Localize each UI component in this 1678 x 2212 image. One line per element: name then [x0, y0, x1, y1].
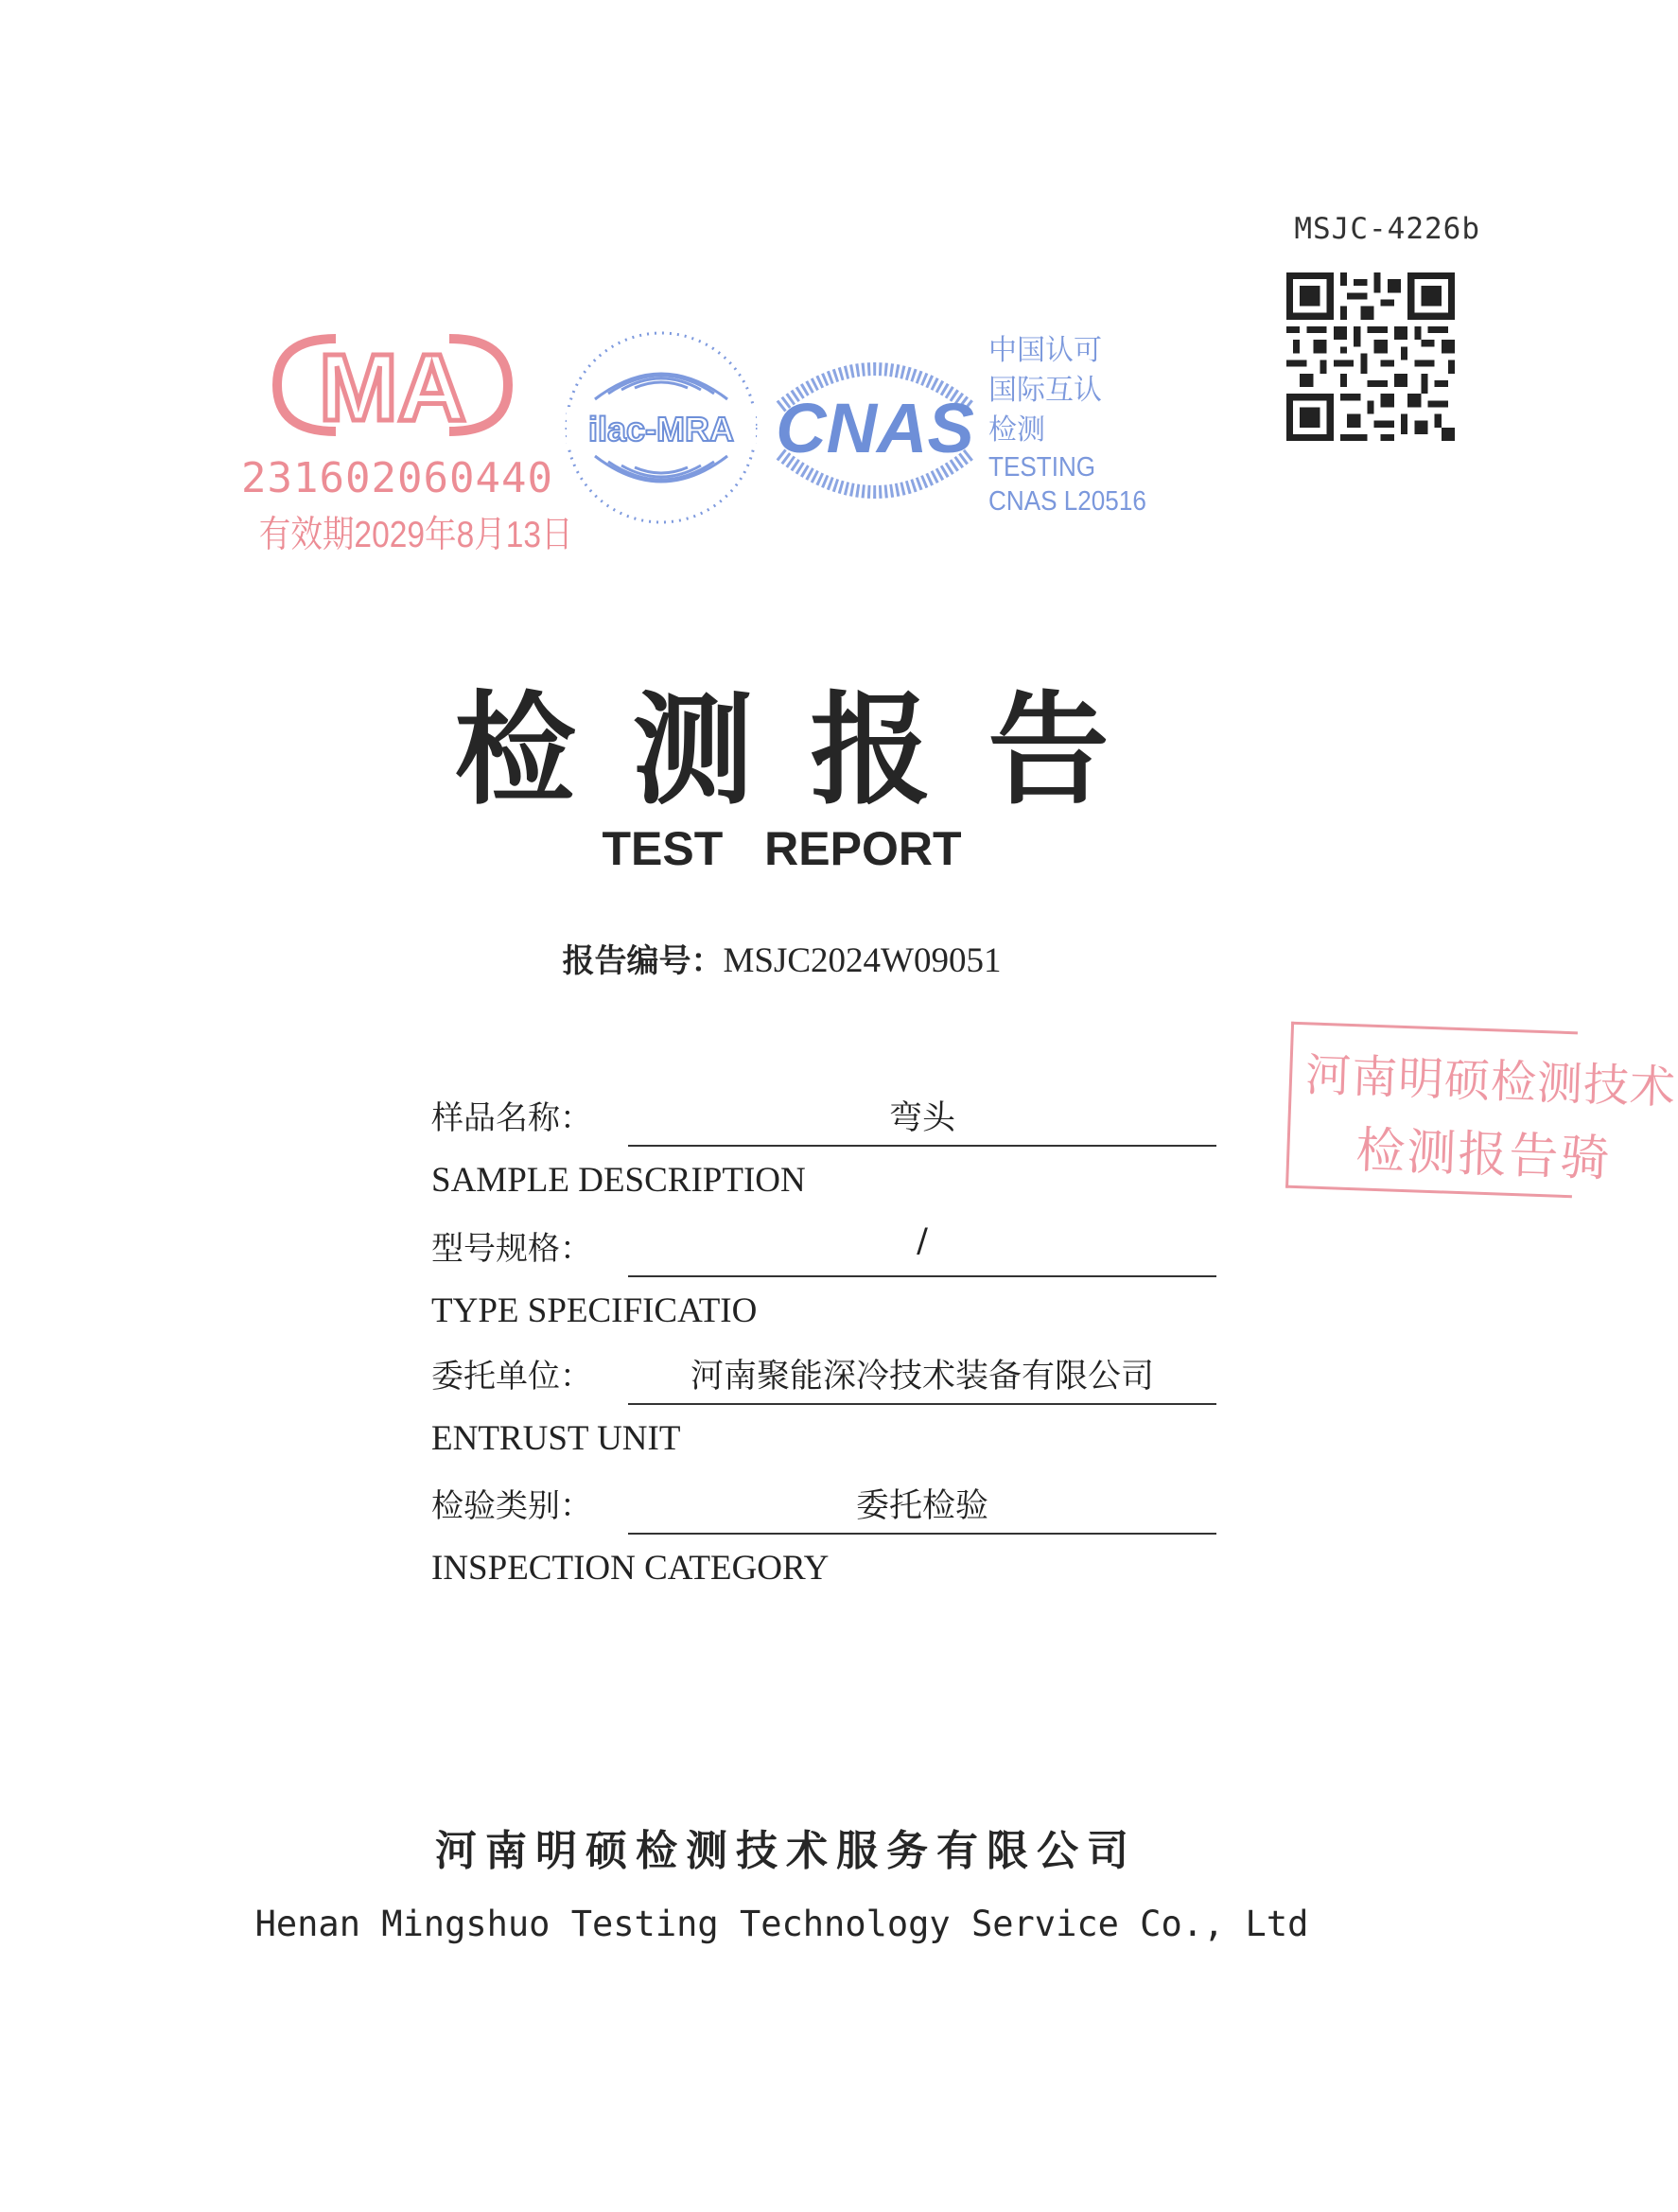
field-sample-description — [431, 1088, 1216, 1216]
ilac-mra-seal-icon — [563, 329, 760, 526]
document-code: MSJC-4226b — [1294, 212, 1480, 246]
cma-logo-icon — [270, 329, 516, 441]
field-value: 河南聚能深冷技术装备有限公司 — [690, 1358, 1154, 1396]
field-entrust-unit — [431, 1346, 1216, 1474]
cnas-number: CNAS L20516 — [988, 486, 1146, 517]
field-underline — [628, 1533, 1216, 1535]
field-label-en: INSPECTION CATEGORY — [431, 1549, 830, 1588]
inspection-stamp — [1285, 1022, 1677, 1198]
field-label-zh: 委托单位： — [431, 1358, 592, 1396]
field-label-zh: 样品名称： — [431, 1099, 592, 1137]
cnas-line-2: 国际互认 — [988, 374, 1102, 407]
cnas-seal — [761, 331, 1146, 539]
field-label-en: ENTRUST UNIT — [431, 1419, 681, 1458]
field-type-specification — [431, 1219, 1216, 1346]
svg-text:CNAS: CNAS — [776, 389, 974, 467]
qr-code-icon — [1286, 272, 1455, 441]
stamp-line-2: 检测报告骑 — [1355, 1122, 1613, 1188]
field-value: / — [917, 1222, 928, 1260]
field-underline — [628, 1275, 1216, 1277]
field-label-en: SAMPLE DESCRIPTION — [431, 1161, 806, 1200]
report-number — [0, 935, 1564, 981]
field-label-zh: 型号规格： — [431, 1230, 592, 1268]
cnas-text-block — [988, 331, 1149, 518]
cma-code: 231602060440 — [241, 454, 553, 502]
cnas-testing: TESTING — [988, 452, 1096, 483]
svg-text:MA: MA — [319, 335, 466, 441]
cnas-logo-icon — [761, 341, 988, 520]
cma-seal — [236, 329, 573, 566]
company-name-english: Henan Mingshuo Testing Technology Service Co., Ltd — [254, 1904, 1309, 1944]
field-inspection-category — [431, 1476, 1216, 1604]
cma-validity: 有效期2029年8月13日 — [258, 515, 573, 555]
field-value: 委托检验 — [855, 1487, 988, 1525]
ilac-text: ilac-MRA — [587, 410, 735, 448]
report-number-value: MSJC2024W09051 — [723, 941, 1002, 980]
title-chinese: 检测报告 — [454, 679, 1166, 821]
cnas-line-3: 检测 — [988, 413, 1045, 447]
field-underline — [628, 1403, 1216, 1405]
field-label-zh: 检验类别： — [431, 1487, 592, 1525]
company-name-chinese: 河南明硕检测技术服务有限公司 — [435, 1827, 1137, 1875]
title-english: TEST REPORT — [602, 822, 962, 875]
stamp-line-1: 河南明硕检测技术 — [1304, 1048, 1677, 1115]
field-value: 弯头 — [888, 1099, 955, 1137]
cnas-line-1: 中国认可 — [988, 334, 1102, 367]
field-label-en: TYPE SPECIFICATIO — [431, 1291, 758, 1330]
report-number-label: 报告编号： — [562, 942, 724, 980]
field-underline — [628, 1145, 1216, 1147]
